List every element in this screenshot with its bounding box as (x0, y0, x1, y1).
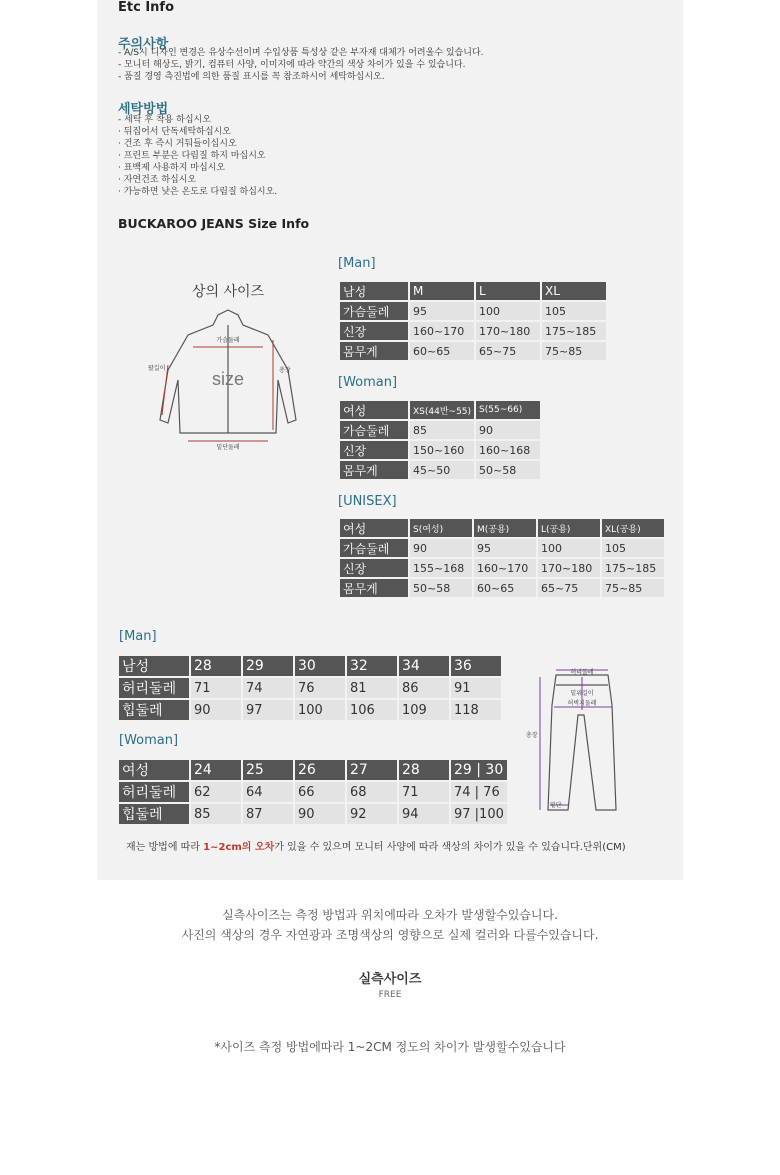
table-cell: 92 (347, 804, 397, 824)
row-header-cell: 신장 (340, 322, 408, 340)
table-cell: 50~58 (410, 579, 472, 597)
washing-list (118, 114, 277, 198)
caution-list (118, 47, 483, 83)
size-header-cell: 36 (451, 656, 501, 676)
footer-disclaimer: *사이즈 측정 방법에따라 1~2CM 정도의 차이가 발생할수있습니다 (214, 1040, 566, 1054)
footer-notice (0, 905, 780, 945)
table-cell: 50~58 (476, 461, 540, 479)
caution-line: - A/S시 디자인 변경은 유상수선이며 수입상품 특성상 같은 부자재 대체가 어려울수 있습니다. (118, 48, 484, 58)
table-row (340, 461, 540, 479)
table-cell: 170~180 (538, 559, 600, 577)
etc-info-heading: Etc Info (118, 0, 175, 15)
table-cell: 150~160 (410, 441, 474, 459)
note-pre: 재는 방법에 따라 (126, 842, 204, 853)
size-header-cell: XS(44반~55) (410, 401, 474, 419)
size-header-cell: 29 | 30 (451, 760, 507, 780)
washing-line: · 건조 후 즉시 거둬들이십시오 (118, 139, 237, 149)
size-header-cell: 32 (347, 656, 397, 676)
washing-line: · 뒤집어서 단독세탁하십시오 (118, 127, 231, 137)
row-header-cell: 몸무게 (340, 461, 408, 479)
note-post: 가 있을 수 있으며 모니터 사양에 따라 색상의 차이가 있을 수 있습니다.단위(CM) (274, 842, 626, 853)
table-cell: 160~170 (410, 322, 474, 340)
bottom-man-tag: [Man] (119, 629, 157, 644)
row-header-cell: 신장 (340, 441, 408, 459)
table-cell: 66 (295, 782, 345, 802)
measure-value: FREE (378, 990, 402, 1000)
size-header-cell: XL(공용) (602, 519, 664, 537)
table-cell: 100 (538, 539, 600, 557)
size-header-cell: 28 (399, 760, 449, 780)
size-header-cell: 28 (191, 656, 241, 676)
table-row (119, 782, 507, 802)
table-row (340, 539, 664, 557)
table-cell: 105 (602, 539, 664, 557)
pants-waist-label: 허리둘레 (570, 669, 594, 676)
table-row (119, 760, 507, 780)
table-row (119, 804, 507, 824)
table-cell: 90 (191, 700, 241, 720)
washing-line: - 세탁 후 착용 하십시오 (118, 115, 211, 125)
table-cell: 65~75 (538, 579, 600, 597)
table-cell: 74 (243, 678, 293, 698)
size-header-cell: 34 (399, 656, 449, 676)
table-cell: 90 (476, 421, 540, 439)
size-header-cell: M (410, 282, 474, 300)
row-header-cell: 신장 (340, 559, 408, 577)
pants-thigh-label: 허벅지둘레 (567, 700, 597, 707)
table-row (119, 700, 501, 720)
shirt-diagram (148, 305, 308, 450)
top-man-table (338, 280, 608, 362)
pants-diagram (526, 665, 636, 825)
table-cell: 100 (295, 700, 345, 720)
table-cell: 62 (191, 782, 241, 802)
washing-line: · 표백제 사용하지 마십시오 (118, 163, 226, 173)
size-header-cell: XL (542, 282, 606, 300)
table-cell: 60~65 (410, 342, 474, 360)
shirt-length-label: 총장 (279, 367, 291, 374)
table-row (340, 519, 664, 537)
row-header-cell: 남성 (119, 656, 189, 676)
table-cell: 45~50 (410, 461, 474, 479)
table-row (340, 282, 606, 300)
washing-title: 세탁방법 (118, 102, 169, 117)
size-header-cell: 30 (295, 656, 345, 676)
pants-length-label: 총장 (526, 732, 538, 739)
size-header-cell: 25 (243, 760, 293, 780)
table-cell: 160~170 (474, 559, 536, 577)
row-header-cell: 힙둘레 (119, 804, 189, 824)
shirt-sleeve-label: 팔길이 (148, 365, 166, 372)
size-header-cell: M(공용) (474, 519, 536, 537)
footer-line-1: 실측사이즈는 측정 방법과 위치에따라 오차가 발생할수있습니다. (222, 908, 558, 922)
table-cell: 160~168 (476, 441, 540, 459)
table-cell: 90 (410, 539, 472, 557)
row-header-cell: 몸무게 (340, 579, 408, 597)
table-cell: 85 (191, 804, 241, 824)
measurement-note (126, 838, 626, 853)
table-cell: 91 (451, 678, 501, 698)
shirt-hem-label: 밑단둘레 (216, 444, 240, 450)
table-cell: 175~185 (542, 322, 606, 340)
table-cell: 95 (474, 539, 536, 557)
table-cell: 68 (347, 782, 397, 802)
table-cell: 74 | 76 (451, 782, 507, 802)
top-man-tag: [Man] (338, 256, 376, 271)
table-row (119, 678, 501, 698)
footer-line-2: 사진의 색상의 경우 자연광과 조명색상의 영향으로 실제 컬러와 다를수있습니다. (181, 928, 599, 942)
row-header-cell: 여성 (340, 519, 408, 537)
bottom-woman-table (117, 758, 509, 826)
table-row (340, 579, 664, 597)
table-cell: 86 (399, 678, 449, 698)
table-cell: 64 (243, 782, 293, 802)
table-cell: 76 (295, 678, 345, 698)
table-cell: 87 (243, 804, 293, 824)
table-cell: 90 (295, 804, 345, 824)
washing-line: · 자연건조 하십시오 (118, 175, 197, 185)
table-cell: 118 (451, 700, 501, 720)
size-header-cell: 29 (243, 656, 293, 676)
table-cell: 109 (399, 700, 449, 720)
row-header-cell: 남성 (340, 282, 408, 300)
row-header-cell: 여성 (119, 760, 189, 780)
table-cell: 85 (410, 421, 474, 439)
row-header-cell: 허리둘레 (119, 782, 189, 802)
top-unisex-table (338, 517, 666, 599)
size-header-cell: S(여성) (410, 519, 472, 537)
table-cell: 71 (191, 678, 241, 698)
size-header-cell: L(공용) (538, 519, 600, 537)
table-row (340, 441, 540, 459)
note-highlight: 1~2cm의 오차 (203, 842, 275, 853)
table-cell: 170~180 (476, 322, 540, 340)
caution-line: - 품질 경영 측진법에 의한 품질 표시를 꼭 참조하시어 세탁하십시오. (118, 72, 385, 82)
table-cell: 75~85 (542, 342, 606, 360)
top-woman-table (338, 399, 542, 481)
row-header-cell: 여성 (340, 401, 408, 419)
caution-line: - 모니터 해상도, 밝기, 컴퓨터 사양, 이미지에 따라 약간의 색상 차이가 있을 수 있습니다. (118, 60, 466, 70)
size-header-cell: 26 (295, 760, 345, 780)
table-cell: 60~65 (474, 579, 536, 597)
bottom-woman-tag: [Woman] (119, 733, 179, 748)
table-cell: 95 (410, 302, 474, 320)
table-row (340, 421, 540, 439)
table-row (119, 656, 501, 676)
size-header-cell: 27 (347, 760, 397, 780)
measure-title: 실측사이즈 (358, 972, 422, 987)
size-header-cell: L (476, 282, 540, 300)
table-cell: 100 (476, 302, 540, 320)
top-woman-tag: [Woman] (338, 375, 398, 390)
row-header-cell: 가슴둘레 (340, 539, 408, 557)
caution-title: 주의사항 (118, 37, 169, 52)
washing-line: · 프린트 부분은 다림질 하지 마십시오 (118, 151, 266, 161)
top-unisex-tag: [UNISEX] (338, 494, 397, 509)
row-header-cell: 몸무게 (340, 342, 408, 360)
row-header-cell: 힙둘레 (119, 700, 189, 720)
table-cell: 81 (347, 678, 397, 698)
table-cell: 94 (399, 804, 449, 824)
table-cell: 155~168 (410, 559, 472, 577)
shirt-size-text: size (211, 369, 245, 389)
row-header-cell: 가슴둘레 (340, 421, 408, 439)
size-header-cell: 24 (191, 760, 241, 780)
size-info-title: BUCKAROO JEANS Size Info (118, 216, 310, 231)
table-row (340, 401, 540, 419)
washing-line: · 가능하면 낮은 온도로 다림질 하십시오. (118, 187, 278, 197)
table-cell: 106 (347, 700, 397, 720)
table-row (340, 302, 606, 320)
table-cell: 105 (542, 302, 606, 320)
size-header-cell: S(55~66) (476, 401, 540, 419)
table-cell: 97 |100 (451, 804, 507, 824)
table-row (340, 559, 664, 577)
table-row (340, 322, 606, 340)
row-header-cell: 허리둘레 (119, 678, 189, 698)
top-size-title: 상의 사이즈 (192, 284, 265, 300)
row-header-cell: 가슴둘레 (340, 302, 408, 320)
table-cell: 71 (399, 782, 449, 802)
pants-rise-label: 밑위길이 (570, 690, 594, 697)
table-cell: 175~185 (602, 559, 664, 577)
table-row (340, 342, 606, 360)
table-cell: 65~75 (476, 342, 540, 360)
table-cell: 97 (243, 700, 293, 720)
table-cell: 75~85 (602, 579, 664, 597)
pants-hem-label: 밑단 (550, 802, 562, 809)
shirt-chest-label: 가슴둘레 (216, 337, 240, 344)
bottom-man-table (117, 654, 503, 722)
